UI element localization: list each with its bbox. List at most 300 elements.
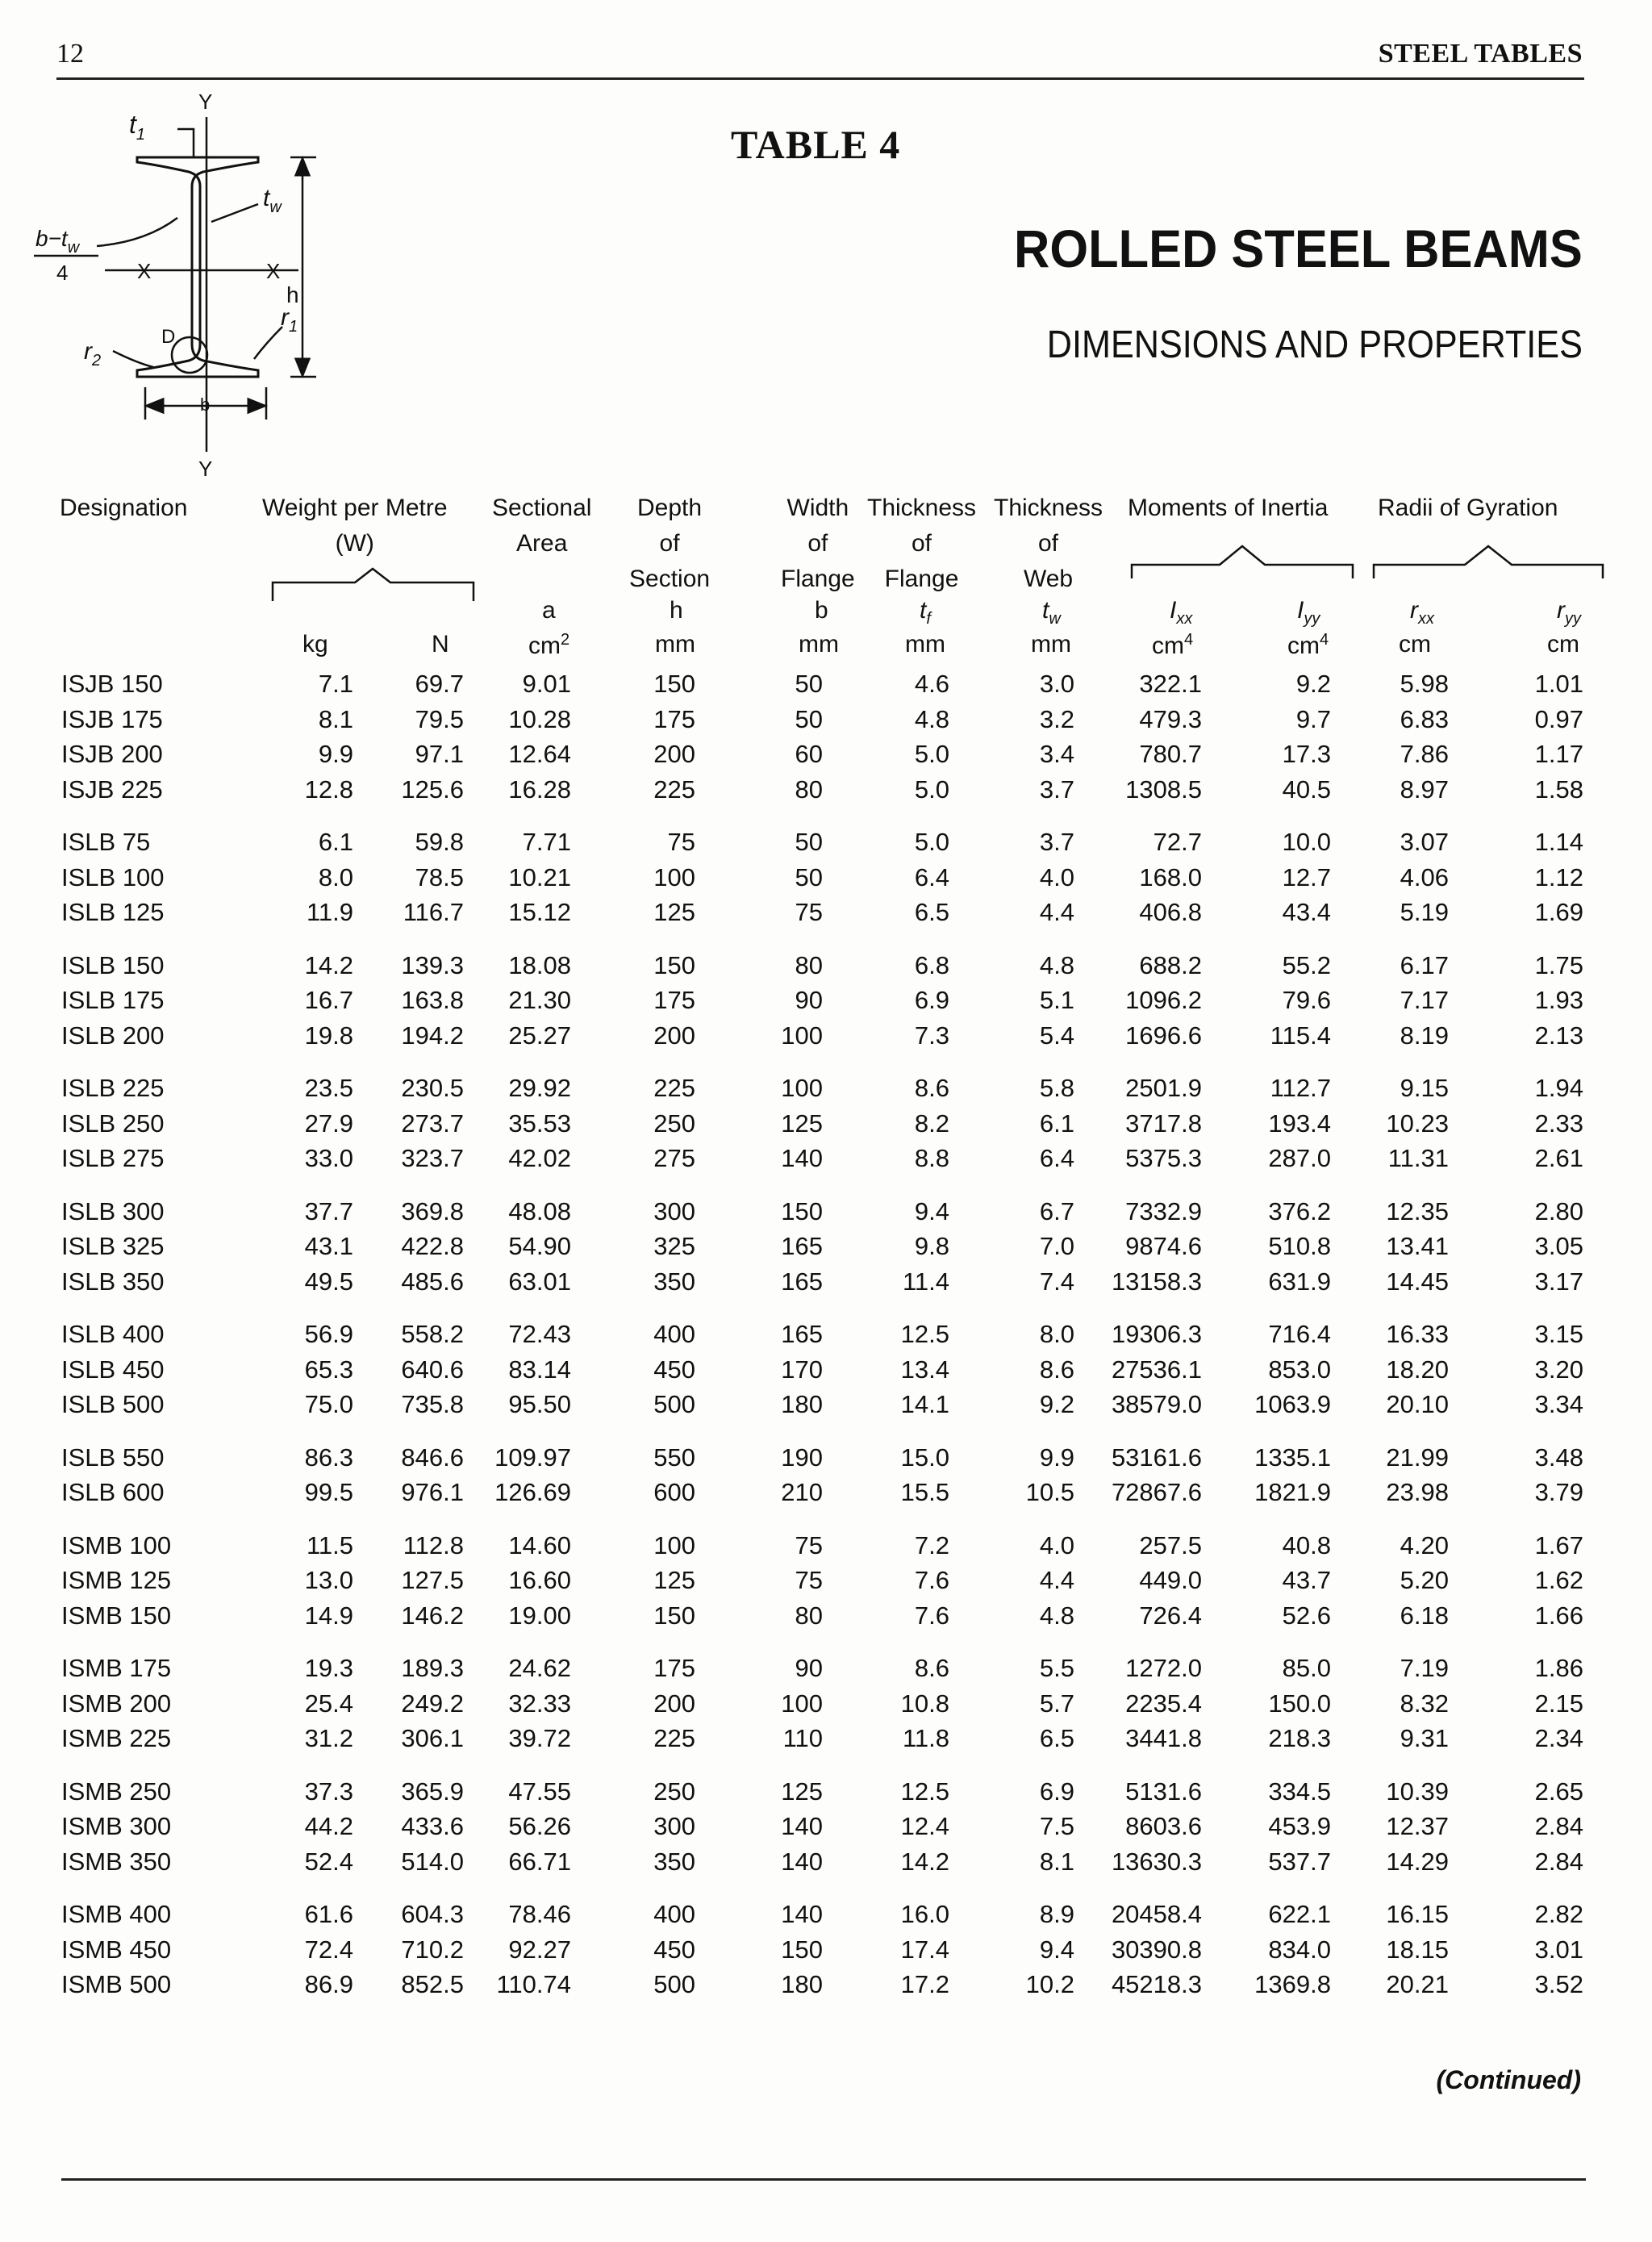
cell-ixx: 726.4 bbox=[1139, 1601, 1202, 1630]
cell-area: 56.26 bbox=[508, 1812, 571, 1840]
cell-depth: 175 bbox=[653, 986, 695, 1014]
cell-weight-kg: 61.6 bbox=[304, 1900, 353, 1928]
cell-iyy: 79.6 bbox=[1282, 986, 1331, 1014]
cell-web-thickness: 5.4 bbox=[1039, 1021, 1074, 1050]
unit-mm-web: mm bbox=[1031, 631, 1071, 658]
cell-flange-width: 150 bbox=[781, 1196, 823, 1225]
cell-area: 9.01 bbox=[522, 670, 571, 698]
cell-iyy: 334.5 bbox=[1268, 1776, 1331, 1806]
cell-rxx: 21.99 bbox=[1386, 1442, 1449, 1472]
cell-ixx: 406.8 bbox=[1139, 898, 1202, 926]
cell-ryy: 1.75 bbox=[1534, 950, 1583, 979]
symbol-tw: $t_w$ bbox=[1042, 597, 1061, 628]
cell-iyy: 1369.8 bbox=[1254, 1970, 1331, 1998]
diagram-b-label: b bbox=[200, 395, 211, 415]
cell-flange-thickness: 17.2 bbox=[900, 1970, 949, 1998]
cell-flange-width: 180 bbox=[781, 1390, 823, 1418]
cell-iyy: 55.2 bbox=[1282, 950, 1331, 979]
cell-rxx: 9.15 bbox=[1400, 1074, 1449, 1102]
cell-weight-n: 485.6 bbox=[401, 1267, 464, 1296]
cell-ryy: 1.67 bbox=[1534, 1530, 1583, 1559]
cell-ixx: 20458.4 bbox=[1111, 1900, 1202, 1928]
cell-ixx: 13158.3 bbox=[1111, 1267, 1202, 1296]
cell-flange-thickness: 8.8 bbox=[914, 1144, 949, 1172]
diagram-tw-label: $t_w$ bbox=[263, 185, 282, 216]
cell-iyy: 115.4 bbox=[1270, 1021, 1331, 1050]
cell-weight-n: 79.5 bbox=[415, 704, 464, 733]
cell-rxx: 3.07 bbox=[1400, 828, 1449, 856]
cell-designation: ISLB 600 bbox=[61, 1478, 165, 1506]
cell-flange-thickness: 12.5 bbox=[900, 1320, 949, 1348]
cell-iyy: 834.0 bbox=[1268, 1935, 1331, 1964]
cell-rxx: 10.23 bbox=[1386, 1108, 1449, 1138]
cell-ixx: 2501.9 bbox=[1125, 1074, 1202, 1102]
cell-weight-kg: 56.9 bbox=[304, 1320, 353, 1348]
symbol-ixx: $I_{xx}$ bbox=[1170, 597, 1193, 628]
cell-flange-thickness: 4.6 bbox=[914, 670, 949, 698]
header-thickness-flange: Thickness of Flange bbox=[867, 495, 977, 592]
cell-ryy: 3.01 bbox=[1534, 1935, 1583, 1964]
cell-weight-kg: 86.3 bbox=[304, 1442, 353, 1472]
cell-iyy: 10.0 bbox=[1282, 828, 1331, 856]
cell-designation: ISMB 300 bbox=[61, 1812, 172, 1840]
cell-flange-thickness: 11.8 bbox=[902, 1724, 949, 1752]
unit-cm2: $cm^2$ bbox=[528, 631, 570, 659]
cell-weight-n: 189.3 bbox=[401, 1654, 464, 1682]
cell-rxx: 14.45 bbox=[1386, 1267, 1449, 1296]
cell-ixx: 19306.3 bbox=[1111, 1320, 1202, 1348]
cell-web-thickness: 4.8 bbox=[1039, 950, 1074, 979]
cell-ixx: 2235.4 bbox=[1125, 1689, 1202, 1718]
cell-iyy: 52.6 bbox=[1282, 1601, 1331, 1630]
diagram-h-label: h bbox=[286, 282, 299, 307]
cell-weight-n: 558.2 bbox=[401, 1320, 464, 1348]
cell-flange-thickness: 7.6 bbox=[914, 1566, 949, 1594]
unit-cm4-yy: $cm^4$ bbox=[1287, 631, 1329, 659]
cell-ixx: 479.3 bbox=[1139, 704, 1202, 733]
unit-kg: kg bbox=[302, 631, 328, 658]
cell-ryy: 1.93 bbox=[1534, 986, 1583, 1014]
cell-weight-n: 273.7 bbox=[401, 1108, 464, 1138]
cell-area: 66.71 bbox=[508, 1847, 571, 1876]
cell-area: 54.90 bbox=[508, 1232, 571, 1260]
cell-iyy: 1063.9 bbox=[1254, 1390, 1331, 1418]
cell-iyy: 193.4 bbox=[1268, 1108, 1331, 1138]
cell-ryy: 2.15 bbox=[1534, 1689, 1583, 1718]
cell-rxx: 16.33 bbox=[1386, 1320, 1449, 1348]
cell-area: 48.08 bbox=[508, 1196, 571, 1225]
cell-area: 18.08 bbox=[508, 950, 571, 979]
cell-flange-width: 190 bbox=[781, 1442, 823, 1472]
cell-flange-width: 140 bbox=[781, 1812, 823, 1840]
cell-weight-kg: 9.9 bbox=[318, 740, 353, 768]
cell-designation: ISMB 250 bbox=[61, 1776, 172, 1806]
cell-weight-kg: 6.1 bbox=[318, 828, 353, 856]
cell-weight-kg: 16.7 bbox=[304, 986, 353, 1014]
cell-depth: 325 bbox=[653, 1232, 695, 1260]
cell-weight-kg: 19.3 bbox=[304, 1654, 353, 1682]
cell-designation: ISLB 250 bbox=[61, 1108, 165, 1138]
cell-web-thickness: 8.1 bbox=[1039, 1847, 1074, 1876]
cell-flange-thickness: 10.8 bbox=[900, 1689, 949, 1718]
cell-designation: ISMB 400 bbox=[61, 1900, 172, 1928]
cell-depth: 400 bbox=[653, 1320, 695, 1348]
cell-ryy: 1.66 bbox=[1534, 1601, 1583, 1630]
cell-weight-kg: 27.9 bbox=[304, 1108, 353, 1138]
cell-designation: ISLB 125 bbox=[61, 898, 165, 926]
cell-flange-width: 140 bbox=[781, 1847, 823, 1876]
diagram-x-left-label: X bbox=[137, 259, 152, 283]
cell-rxx: 12.37 bbox=[1386, 1812, 1449, 1840]
cell-weight-n: 710.2 bbox=[401, 1935, 464, 1964]
cell-web-thickness: 10.2 bbox=[1025, 1970, 1074, 1998]
cell-ryy: 3.79 bbox=[1534, 1478, 1583, 1506]
cell-flange-width: 100 bbox=[781, 1021, 823, 1050]
cell-weight-kg: 44.2 bbox=[304, 1812, 353, 1840]
cell-area: 25.27 bbox=[508, 1021, 571, 1050]
cell-weight-n: 59.8 bbox=[415, 828, 464, 856]
cell-depth: 500 bbox=[653, 1970, 695, 1998]
cell-weight-kg: 8.1 bbox=[318, 704, 353, 733]
cell-web-thickness: 3.7 bbox=[1039, 774, 1074, 804]
cell-ryy: 3.34 bbox=[1534, 1390, 1583, 1418]
cell-flange-thickness: 11.4 bbox=[902, 1267, 949, 1296]
cell-weight-n: 116.7 bbox=[403, 898, 464, 926]
cell-web-thickness: 9.9 bbox=[1039, 1442, 1074, 1472]
cell-ryy: 1.94 bbox=[1534, 1074, 1583, 1102]
cell-ryy: 0.97 bbox=[1534, 704, 1583, 733]
cell-iyy: 376.2 bbox=[1268, 1196, 1331, 1225]
cell-iyy: 12.7 bbox=[1282, 862, 1331, 891]
cell-flange-thickness: 16.0 bbox=[900, 1900, 949, 1928]
cell-weight-n: 514.0 bbox=[401, 1847, 464, 1876]
cell-ryy: 3.05 bbox=[1534, 1232, 1583, 1260]
cell-area: 16.28 bbox=[508, 774, 571, 804]
cell-iyy: 510.8 bbox=[1268, 1232, 1331, 1260]
cell-ryy: 2.33 bbox=[1534, 1108, 1583, 1138]
cell-web-thickness: 9.4 bbox=[1039, 1935, 1074, 1964]
cell-area: 7.71 bbox=[522, 828, 571, 856]
diagram-y-bottom-label: Y bbox=[198, 457, 213, 480]
cell-flange-thickness: 7.2 bbox=[914, 1530, 949, 1559]
cell-area: 29.92 bbox=[508, 1074, 571, 1102]
cell-iyy: 287.0 bbox=[1268, 1144, 1331, 1172]
cell-weight-n: 604.3 bbox=[401, 1900, 464, 1928]
cell-rxx: 18.15 bbox=[1386, 1935, 1449, 1964]
cell-ryy: 2.80 bbox=[1534, 1196, 1583, 1225]
cell-weight-n: 640.6 bbox=[401, 1355, 464, 1384]
cell-weight-kg: 8.0 bbox=[318, 862, 353, 891]
cell-depth: 125 bbox=[653, 1566, 695, 1594]
cell-iyy: 1821.9 bbox=[1254, 1478, 1331, 1506]
cell-depth: 550 bbox=[653, 1442, 695, 1472]
cell-rxx: 5.98 bbox=[1400, 670, 1449, 698]
cell-rxx: 6.83 bbox=[1400, 704, 1449, 733]
cell-designation: ISLB 300 bbox=[61, 1196, 165, 1225]
cell-flange-width: 90 bbox=[795, 986, 823, 1014]
cell-flange-width: 180 bbox=[781, 1970, 823, 1998]
cell-rxx: 13.41 bbox=[1386, 1232, 1449, 1260]
cell-rxx: 7.19 bbox=[1400, 1654, 1449, 1682]
cell-web-thickness: 9.2 bbox=[1039, 1390, 1074, 1418]
cell-designation: ISMB 225 bbox=[61, 1724, 172, 1752]
cell-web-thickness: 4.0 bbox=[1039, 862, 1074, 891]
cell-flange-width: 210 bbox=[781, 1478, 823, 1506]
cell-weight-n: 846.6 bbox=[401, 1442, 464, 1472]
cell-area: 10.28 bbox=[508, 704, 571, 733]
cell-weight-kg: 23.5 bbox=[304, 1074, 353, 1102]
cell-flange-width: 140 bbox=[781, 1144, 823, 1172]
cell-ixx: 257.5 bbox=[1139, 1530, 1202, 1559]
cell-area: 32.33 bbox=[508, 1689, 571, 1718]
cell-web-thickness: 7.5 bbox=[1039, 1812, 1074, 1840]
cell-weight-n: 69.7 bbox=[415, 670, 464, 698]
cell-flange-width: 165 bbox=[781, 1320, 823, 1348]
cell-depth: 600 bbox=[653, 1478, 695, 1506]
cell-rxx: 4.06 bbox=[1400, 862, 1449, 891]
cell-depth: 150 bbox=[653, 1601, 695, 1630]
cell-flange-width: 125 bbox=[781, 1776, 823, 1806]
cell-designation: ISLB 175 bbox=[61, 986, 165, 1014]
cell-ryy: 2.61 bbox=[1534, 1144, 1583, 1172]
cell-rxx: 23.98 bbox=[1386, 1478, 1449, 1506]
cell-area: 14.60 bbox=[508, 1530, 571, 1559]
cell-ixx: 1696.6 bbox=[1125, 1021, 1202, 1050]
cell-web-thickness: 3.0 bbox=[1039, 670, 1074, 698]
cell-flange-width: 80 bbox=[795, 950, 823, 979]
cell-designation: ISLB 75 bbox=[61, 828, 151, 856]
cell-area: 12.64 bbox=[508, 740, 571, 768]
cell-rxx: 8.97 bbox=[1400, 774, 1449, 804]
cell-depth: 100 bbox=[653, 862, 695, 891]
header-designation: Designation bbox=[60, 495, 188, 521]
cell-flange-thickness: 6.8 bbox=[914, 950, 949, 979]
cell-rxx: 7.17 bbox=[1400, 986, 1449, 1014]
cell-area: 15.12 bbox=[508, 898, 571, 926]
cell-ixx: 7332.9 bbox=[1125, 1196, 1202, 1225]
cell-flange-width: 100 bbox=[781, 1689, 823, 1718]
cell-iyy: 631.9 bbox=[1268, 1267, 1331, 1296]
cell-designation: ISLB 350 bbox=[61, 1267, 165, 1296]
cell-designation: ISJB 225 bbox=[61, 774, 163, 804]
cell-area: 110.74 bbox=[496, 1970, 571, 1998]
cell-depth: 175 bbox=[653, 1654, 695, 1682]
cell-flange-thickness: 6.5 bbox=[914, 898, 949, 926]
cell-iyy: 43.7 bbox=[1282, 1566, 1331, 1594]
cell-iyy: 43.4 bbox=[1282, 898, 1331, 926]
cell-area: 24.62 bbox=[508, 1654, 571, 1682]
cell-weight-n: 852.5 bbox=[401, 1970, 464, 1998]
cell-flange-width: 150 bbox=[781, 1935, 823, 1964]
cell-designation: ISMB 150 bbox=[61, 1601, 172, 1630]
cell-ixx: 30390.8 bbox=[1111, 1935, 1202, 1964]
cell-flange-thickness: 14.1 bbox=[900, 1390, 949, 1418]
cell-flange-thickness: 14.2 bbox=[900, 1847, 949, 1876]
cell-weight-kg: 31.2 bbox=[304, 1724, 353, 1752]
cell-area: 109.97 bbox=[494, 1442, 571, 1472]
cell-web-thickness: 10.5 bbox=[1025, 1478, 1074, 1506]
cell-ixx: 38579.0 bbox=[1111, 1390, 1202, 1418]
cell-weight-n: 433.6 bbox=[401, 1812, 464, 1840]
diagram-d-label: D bbox=[161, 326, 176, 348]
cell-flange-width: 50 bbox=[795, 670, 823, 698]
cell-flange-thickness: 8.6 bbox=[914, 1074, 949, 1102]
cell-weight-n: 78.5 bbox=[415, 862, 464, 891]
cell-weight-n: 125.6 bbox=[401, 774, 464, 804]
cell-weight-kg: 75.0 bbox=[304, 1390, 353, 1418]
cell-ixx: 72867.6 bbox=[1111, 1478, 1202, 1506]
cell-iyy: 17.3 bbox=[1282, 740, 1331, 768]
cell-rxx: 7.86 bbox=[1400, 740, 1449, 768]
cell-ixx: 5375.3 bbox=[1125, 1144, 1202, 1172]
cell-depth: 350 bbox=[653, 1847, 695, 1876]
cell-designation: ISLB 450 bbox=[61, 1355, 165, 1384]
cell-designation: ISMB 125 bbox=[61, 1566, 172, 1594]
cell-flange-thickness: 6.9 bbox=[914, 986, 949, 1014]
cell-flange-thickness: 8.6 bbox=[914, 1654, 949, 1682]
cell-web-thickness: 7.0 bbox=[1039, 1232, 1074, 1260]
cell-web-thickness: 6.9 bbox=[1039, 1776, 1074, 1806]
page-number: 12 bbox=[56, 39, 84, 69]
cell-designation: ISLB 550 bbox=[61, 1442, 165, 1472]
cell-flange-thickness: 5.0 bbox=[914, 774, 949, 804]
cell-iyy: 40.5 bbox=[1282, 774, 1331, 804]
cell-weight-n: 306.1 bbox=[401, 1724, 464, 1752]
cell-rxx: 4.20 bbox=[1400, 1530, 1449, 1559]
cell-ixx: 168.0 bbox=[1139, 862, 1202, 891]
diagram-t1-label: $t_1$ bbox=[129, 110, 146, 144]
cell-ryy: 1.86 bbox=[1534, 1654, 1583, 1682]
cell-depth: 275 bbox=[653, 1144, 695, 1172]
cell-weight-n: 139.3 bbox=[401, 950, 464, 979]
cell-weight-kg: 14.9 bbox=[304, 1601, 353, 1630]
cell-depth: 225 bbox=[653, 774, 695, 804]
cell-area: 63.01 bbox=[508, 1267, 571, 1296]
cell-flange-thickness: 5.0 bbox=[914, 828, 949, 856]
cell-flange-thickness: 6.4 bbox=[914, 862, 949, 891]
cell-area: 126.69 bbox=[494, 1478, 571, 1506]
cell-designation: ISLB 225 bbox=[61, 1074, 165, 1102]
symbol-a: a bbox=[542, 597, 556, 624]
cell-weight-kg: 25.4 bbox=[304, 1689, 353, 1718]
cell-ixx: 1272.0 bbox=[1125, 1654, 1202, 1682]
cell-iyy: 150.0 bbox=[1268, 1689, 1331, 1718]
cell-weight-kg: 11.5 bbox=[306, 1530, 353, 1559]
header-weight: Weight per Metre (W) bbox=[262, 495, 448, 557]
cell-ixx: 322.1 bbox=[1139, 670, 1202, 698]
cell-designation: ISMB 350 bbox=[61, 1847, 172, 1876]
cell-flange-thickness: 4.8 bbox=[914, 704, 949, 733]
cell-rxx: 10.39 bbox=[1386, 1776, 1449, 1806]
cell-weight-kg: 33.0 bbox=[304, 1144, 353, 1172]
cell-rxx: 6.17 bbox=[1400, 950, 1449, 979]
cell-rxx: 5.20 bbox=[1400, 1566, 1449, 1594]
cell-flange-width: 80 bbox=[795, 774, 823, 804]
cell-flange-thickness: 15.5 bbox=[900, 1478, 949, 1506]
cell-area: 83.14 bbox=[508, 1355, 571, 1384]
cell-ryy: 3.17 bbox=[1534, 1267, 1583, 1296]
cell-flange-width: 50 bbox=[795, 704, 823, 733]
cell-flange-width: 60 bbox=[795, 740, 823, 768]
cell-flange-width: 100 bbox=[781, 1074, 823, 1102]
cell-area: 95.50 bbox=[508, 1390, 571, 1418]
cell-ixx: 3441.8 bbox=[1125, 1724, 1202, 1752]
cell-depth: 125 bbox=[653, 898, 695, 926]
cell-designation: ISLB 325 bbox=[61, 1232, 165, 1260]
cell-web-thickness: 4.0 bbox=[1039, 1530, 1074, 1559]
cell-area: 92.27 bbox=[508, 1935, 571, 1964]
symbol-iyy: $I_{yy}$ bbox=[1297, 597, 1320, 628]
cell-ryy: 1.58 bbox=[1534, 774, 1583, 804]
cell-flange-thickness: 17.4 bbox=[900, 1935, 949, 1964]
cell-rxx: 18.20 bbox=[1386, 1355, 1449, 1384]
cell-area: 47.55 bbox=[508, 1776, 571, 1806]
cell-ixx: 5131.6 bbox=[1125, 1776, 1202, 1806]
cell-web-thickness: 6.7 bbox=[1039, 1196, 1074, 1225]
cell-flange-width: 165 bbox=[781, 1267, 823, 1296]
diagram-slope-numerator: $b-t_w$ bbox=[35, 226, 80, 257]
cell-ixx: 1096.2 bbox=[1125, 986, 1202, 1014]
cell-flange-width: 50 bbox=[795, 828, 823, 856]
cell-weight-n: 230.5 bbox=[401, 1074, 464, 1102]
cell-designation: ISLB 200 bbox=[61, 1021, 165, 1050]
cell-designation: ISJB 175 bbox=[61, 704, 163, 733]
cell-web-thickness: 5.1 bbox=[1039, 986, 1074, 1014]
header-moments-of-inertia: Moments of Inertia bbox=[1128, 495, 1329, 521]
cell-ixx: 53161.6 bbox=[1111, 1442, 1202, 1472]
cell-flange-width: 140 bbox=[781, 1900, 823, 1928]
cell-web-thickness: 8.0 bbox=[1039, 1320, 1074, 1348]
cell-flange-thickness: 12.4 bbox=[900, 1812, 949, 1840]
cell-iyy: 716.4 bbox=[1268, 1320, 1331, 1348]
cell-weight-kg: 49.5 bbox=[304, 1267, 353, 1296]
cell-iyy: 112.7 bbox=[1270, 1074, 1331, 1102]
cell-area: 72.43 bbox=[508, 1320, 571, 1348]
cell-weight-kg: 86.9 bbox=[304, 1970, 353, 1998]
cell-web-thickness: 8.9 bbox=[1039, 1900, 1074, 1928]
unit-cm-ryy: cm bbox=[1547, 631, 1579, 658]
cell-designation: ISLB 500 bbox=[61, 1390, 165, 1418]
cell-web-thickness: 6.4 bbox=[1039, 1144, 1074, 1172]
running-title: STEEL TABLES bbox=[1378, 39, 1583, 69]
cell-designation: ISMB 175 bbox=[61, 1654, 172, 1682]
cell-depth: 225 bbox=[653, 1074, 695, 1102]
cell-weight-kg: 14.2 bbox=[304, 950, 353, 979]
cell-depth: 175 bbox=[653, 704, 695, 733]
cell-depth: 300 bbox=[653, 1812, 695, 1840]
cell-rxx: 6.18 bbox=[1400, 1601, 1449, 1630]
cell-iyy: 40.8 bbox=[1282, 1530, 1331, 1559]
cell-web-thickness: 6.5 bbox=[1039, 1724, 1074, 1752]
cell-ixx: 27536.1 bbox=[1111, 1355, 1202, 1384]
cell-flange-width: 110 bbox=[782, 1724, 823, 1752]
cell-weight-kg: 99.5 bbox=[304, 1478, 353, 1506]
cell-weight-kg: 12.8 bbox=[304, 774, 353, 804]
cell-web-thickness: 5.8 bbox=[1039, 1074, 1074, 1102]
diagram-y-top-label: Y bbox=[198, 90, 213, 114]
cell-web-thickness: 4.4 bbox=[1039, 1566, 1074, 1594]
cell-area: 42.02 bbox=[508, 1144, 571, 1172]
cell-rxx: 8.19 bbox=[1400, 1021, 1449, 1050]
cell-rxx: 16.15 bbox=[1386, 1900, 1449, 1928]
cell-rxx: 9.31 bbox=[1400, 1724, 1449, 1752]
cell-depth: 150 bbox=[653, 670, 695, 698]
unit-mm-width: mm bbox=[799, 631, 839, 658]
header-width: Width of Flange bbox=[781, 495, 855, 592]
continued-note: (Continued) bbox=[1436, 2065, 1581, 2094]
bottom-rule bbox=[61, 2178, 1586, 2181]
cell-flange-thickness: 7.6 bbox=[914, 1601, 949, 1630]
